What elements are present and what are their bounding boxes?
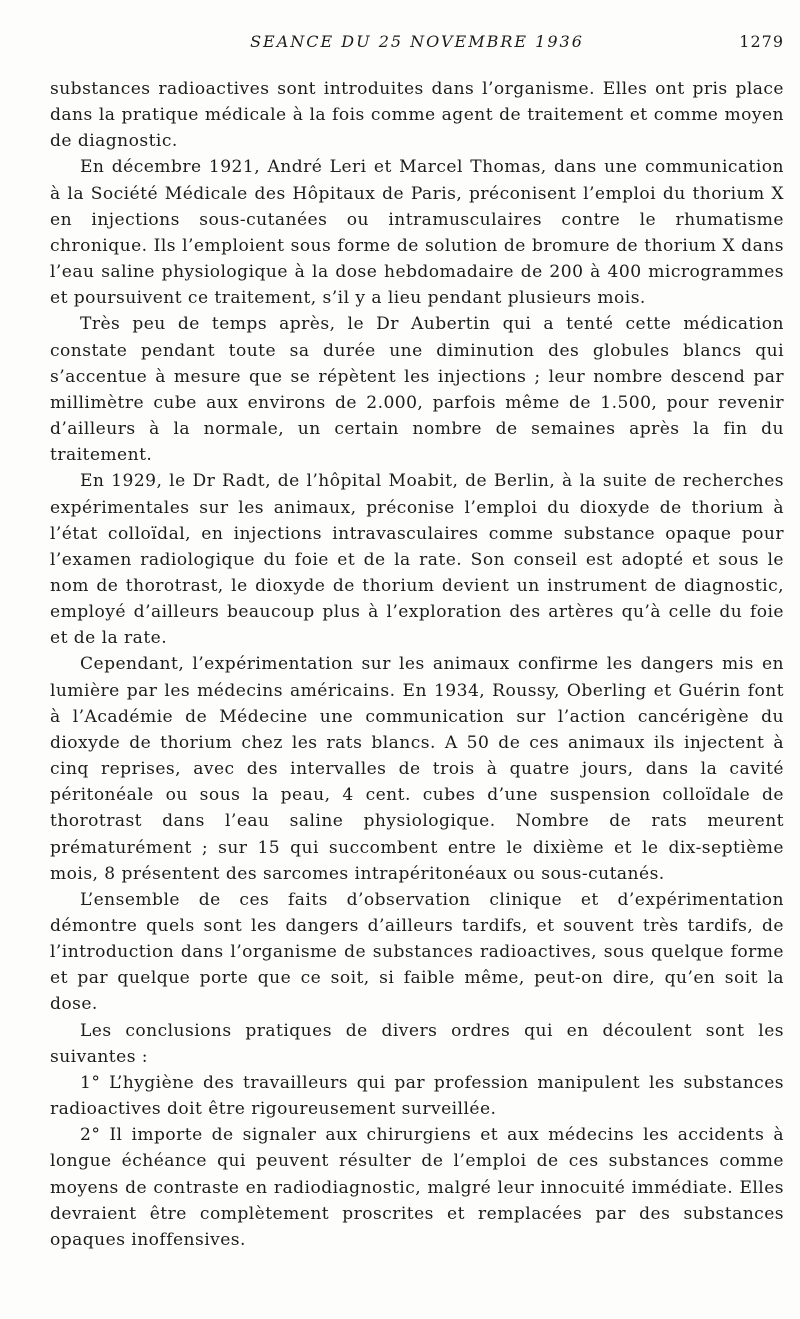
conclusion-item-2: 2° Il importe de signaler aux chirurgiens et aux médecins les accidents à longue échéance qui peuvent résulter de l’emploi de ces substances comme moyens de contraste en radiodiagnostic, malgré leur innocuité immédiate. Elles devraient être complètement proscrites et remplacées par des substances opaques inoffensives.: [50, 1125, 784, 1250]
page-header: [50, 32, 784, 56]
paragraph-conclusions-intro: Les conclusions pratiques de divers ordres qui en découlent sont les suivantes :: [50, 1020, 784, 1067]
paragraph-continuation: substances radioactives sont introduites dans l’organisme. Elles ont pris place dans la pratique médicale à la fois comme agent de traitement et comme moyen de diagnostic.: [50, 79, 784, 152]
paragraph-dangers: L’ensemble de ces faits d’observation clinique et d’expérimentation démontre quels sont les dangers d’ailleurs tardifs, et souvent très tardifs, de l’introduction dans l’organisme de substances radioactives, sous quelque forme et par quelque porte que ce soit, si faible même, peut-on dire, qu’en soit la dose.: [50, 889, 784, 1015]
paragraph-radt: En 1929, le Dr Radt, de l’hôpital Moabit, de Berlin, à la suite de recherches expérimentales sur les animaux, préconise l’emploi du dioxyde de thorium à l’état colloïdal, en injections intravasculaires comme substance opaque pour l’examen radiologique du foie et de la rate. Son conseil est adopté et sous le nom de thorotrast, le dioxyde de thorium devient un instrument de diagnostic, employé d’ailleurs beaucoup plus à l’exploration des artères qu’à celle du foie et de la rate.: [50, 471, 784, 649]
running-title: SEANCE DU 25 NOVEMBRE 1936: [250, 32, 584, 51]
page-number: 1279: [739, 32, 784, 51]
paragraph-aubertin: Très peu de temps après, le Dr Aubertin qui a tenté cette médication constate pendant toute sa durée une diminution des globules blancs qui s’accentue à mesure que se répètent les injections ; leur nombre descend par millimètre cube aux environs de 2.000, parfois même de 1.500, pour revenir d’ailleurs à la normale, un certain nombre de semaines après la fin du traitement.: [50, 314, 784, 466]
paragraph-thorium-x: En décembre 1921, André Leri et Marcel Thomas, dans une communication à la Société Médicale des Hôpitaux de Paris, préconisent l’emploi du thorium X en injections sous-cutanées ou intramusculaires contre le rhumatisme chronique. Ils l’emploient sous forme de solution de bromure de thorium X dans l’eau saline physiologique à la dose hebdomadaire de 200 à 400 microgrammes et poursuivent ce traitement, s’il y a lieu pendant plusieurs mois.: [50, 157, 784, 309]
conclusion-item-1: 1° L’hygiène des travailleurs qui par profession manipulent les substances radioactives doit être rigoureusement surveillée.: [50, 1072, 784, 1120]
paragraph-experimentation: Cependant, l’expérimentation sur les animaux confirme les dangers mis en lumière par les médecins américains. En 1934, Roussy, Oberling et Guérin font à l’Académie de Médecine une communication sur l’action cancérigène du dioxyde de thorium chez les rats blancs. A 50 de ces animaux ils injectent à cinq reprises, avec des intervalles de trois à quatre jours, dans la cavité péritonéale ou sous la peau, 4 cent. cubes d’une suspension colloïdale de thorotrast dans l’eau saline physiologique. Nombre de rats meurent prématurément ; sur 15 qui succombent entre le dixième et le dix-septième mois, 8 présentent des sarcomes intrapéritonéaux ou sous-cutanés.: [50, 654, 784, 884]
body-text: [50, 76, 784, 1253]
